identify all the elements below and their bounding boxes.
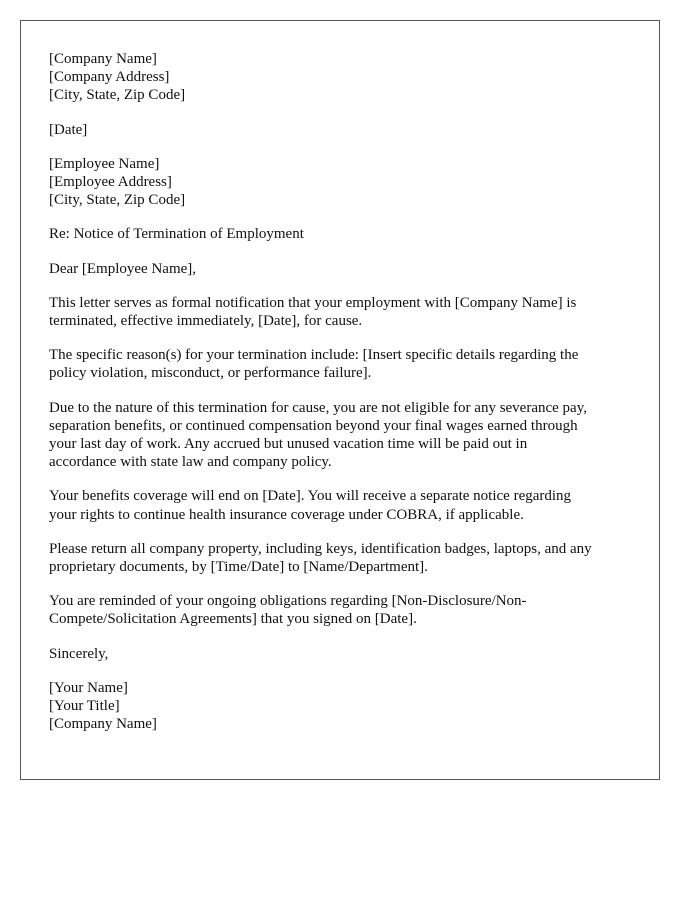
recipient-address-block (49, 155, 631, 210)
recipient-address: [Employee Address] (49, 174, 172, 191)
paragraph-line: your rights to continue health insurance coverage under COBRA, if applicable. (49, 506, 524, 523)
subject-line (49, 225, 631, 243)
paragraph-line: The specific reason(s) for your termination include: [Insert specific details regarding the (49, 347, 579, 364)
sender-company-name: [Company Name] (49, 51, 157, 67)
paragraph-line: You are reminded of your ongoing obligations regarding [Non-Disclosure/Non- (49, 593, 527, 610)
recipient-city-state-zip: [City, State, Zip Code] (49, 192, 186, 209)
date-text: [Date] (49, 121, 88, 138)
paragraph-line: Due to the nature of this termination for cause, you are not eligible for any severance pay, (49, 399, 587, 416)
paragraph-line: This letter serves as formal notification that your employment with [Company Name] is (49, 294, 577, 311)
closing (49, 645, 631, 663)
paragraph-obligations (49, 592, 631, 628)
paragraph-line: Please return all company property, including keys, identification badges, laptops, and any (49, 540, 592, 557)
paragraph-line: policy violation, misconduct, or performance failure]. (49, 365, 372, 382)
paragraph-line: terminated, effective immediately, [Date], for cause. (49, 313, 363, 330)
paragraph-line: your last day of work. Any accrued but unused vacation time will be paid out in (49, 436, 528, 453)
signature-name: [Your Name] (49, 679, 128, 696)
paragraph-line: proprietary documents, by [Time/Date] to [Name/Department]. (49, 559, 428, 576)
salutation-text: Dear [Employee Name], (49, 260, 197, 277)
paragraph-line: separation benefits, or continued compensation beyond your final wages earned through (49, 417, 578, 434)
signature-company: [Company Name] (49, 716, 157, 733)
signature-title: [Your Title] (49, 698, 120, 715)
recipient-name: [Employee Name] (49, 155, 160, 172)
sender-city-state-zip: [City, State, Zip Code] (49, 87, 186, 104)
paragraph-property-return (49, 540, 631, 576)
paragraph-benefits (49, 487, 631, 523)
paragraph-line: Compete/Solicitation Agreements] that you signed on [Date]. (49, 611, 417, 628)
signature-block (49, 679, 631, 734)
paragraph-line: Your benefits coverage will end on [Date]. You will receive a separate notice regarding (49, 488, 572, 505)
paragraph-reasons (49, 346, 631, 382)
paragraph-line: accordance with state law and company policy. (49, 454, 332, 471)
sender-address-block (49, 50, 631, 105)
paragraph-compensation (49, 399, 631, 472)
paragraph-notification (49, 294, 631, 330)
subject-text: Re: Notice of Termination of Employment (49, 226, 304, 243)
sender-company-address: [Company Address] (49, 69, 170, 86)
closing-text: Sincerely, (49, 645, 109, 662)
letter-date (49, 121, 631, 139)
salutation (49, 260, 631, 278)
letter-page (20, 20, 660, 780)
